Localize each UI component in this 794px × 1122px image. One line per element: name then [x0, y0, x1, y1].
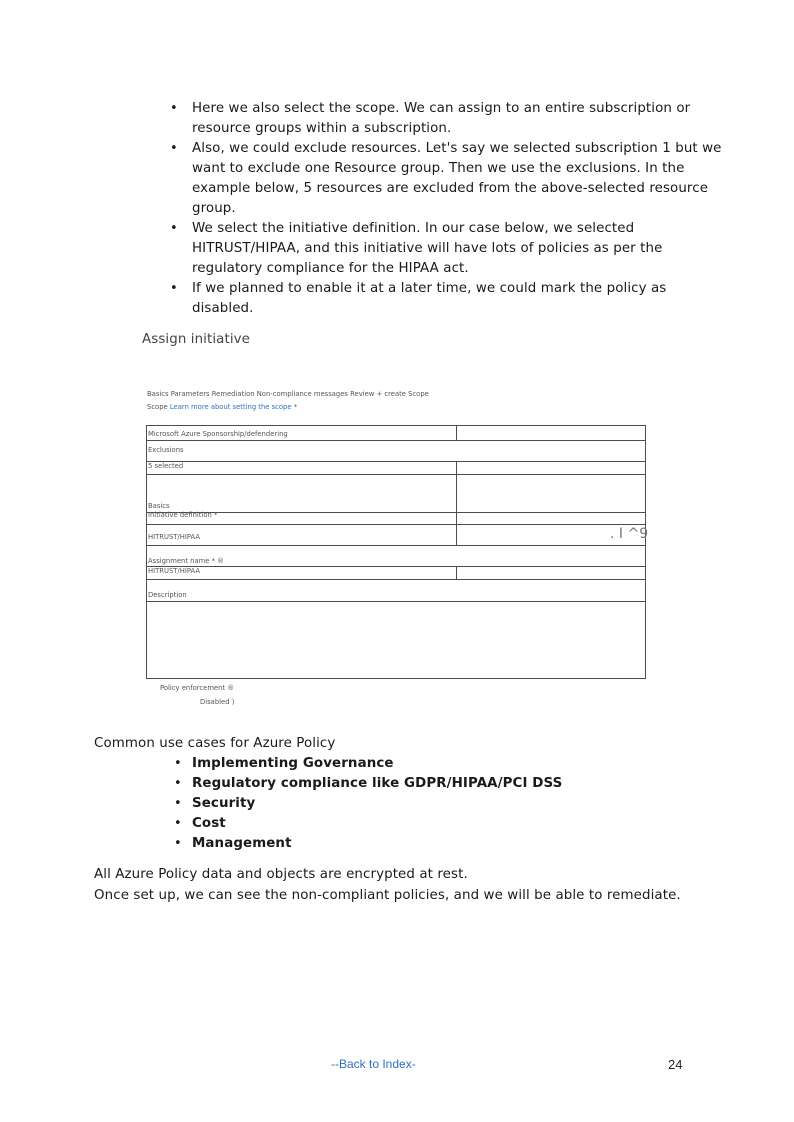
scope-label-text: Scope	[147, 403, 168, 411]
grid-line	[146, 512, 646, 513]
bullet-line: regulatory compliance for the HIPAA act.	[192, 261, 469, 276]
bullet-dot: •	[170, 141, 178, 156]
use-cases-heading: Common use cases for Azure Policy	[94, 736, 336, 751]
use-case-item: Management	[192, 836, 292, 851]
grid-line	[146, 566, 646, 567]
page-number: 24	[668, 1057, 683, 1072]
grid-line	[146, 545, 646, 546]
grid-line	[146, 601, 646, 602]
grid-line	[146, 425, 147, 678]
bullet-line: Here we also select the scope. We can assign to an entire subscription or	[192, 101, 691, 116]
policy-enforcement-toggle[interactable]: Disabled )	[200, 698, 235, 706]
bullet-dot: •	[170, 281, 178, 296]
bullet-line: Also, we could exclude resources. Let's say we selected subscription 1 but we	[192, 141, 722, 156]
bullet-line: resource groups within a subscription.	[192, 121, 452, 136]
bullet-dot: •	[174, 776, 182, 791]
bullet-line: group.	[192, 201, 236, 216]
closing-line: All Azure Policy data and objects are encrypted at rest.	[94, 867, 468, 882]
use-case-item: Regulatory compliance like GDPR/HIPAA/PCI DSS	[192, 776, 563, 791]
bullet-line: disabled.	[192, 301, 254, 316]
initiative-definition-label: Initiative definition *	[148, 511, 218, 519]
assignment-name-value[interactable]: HITRUST/HIPAA	[148, 567, 200, 575]
grid-line	[146, 425, 646, 426]
scope-label	[147, 403, 297, 412]
initiative-definition-value[interactable]: HITRUST/HIPAA	[148, 533, 200, 541]
grid-line	[456, 425, 457, 440]
bullet-dot: •	[170, 221, 178, 236]
initiative-picker-icon[interactable]: . I ^9	[610, 526, 649, 542]
subscription-value[interactable]: Microsoft Azure Sponsorship/defendering	[148, 430, 288, 438]
figure-caption: Assign initiative	[142, 332, 251, 347]
description-label: Description	[148, 591, 187, 599]
bullet-dot: •	[174, 836, 182, 851]
bullet-line: example below, 5 resources are excluded from the above-selected resource	[192, 181, 709, 196]
grid-line	[146, 524, 646, 525]
bullet-dot: •	[174, 756, 182, 771]
grid-line	[146, 678, 646, 679]
exclusions-label: Exclusions	[148, 446, 184, 454]
grid-line	[456, 524, 457, 545]
back-to-index-link[interactable]: --Back to Index-	[331, 1057, 416, 1071]
policy-enforcement-label: Policy enforcement ®	[160, 684, 235, 692]
scope-learn-more-link[interactable]: Learn more about setting the scope	[169, 403, 292, 411]
grid-line	[456, 474, 457, 512]
bullet-line: We select the initiative definition. In our case below, we selected	[192, 221, 635, 236]
bullet-dot: •	[170, 101, 178, 116]
closing-line: Once set up, we can see the non-compliant policies, and we will be able to remediate.	[94, 888, 681, 903]
bullet-dot: •	[174, 796, 182, 811]
grid-line	[456, 512, 457, 524]
use-case-item: Cost	[192, 816, 226, 831]
basics-label: Basics	[148, 502, 170, 510]
grid-line	[456, 461, 457, 474]
bullet-line: HITRUST/HIPAA, and this initiative will have lots of policies as per the	[192, 241, 663, 256]
grid-line	[146, 440, 646, 441]
bullet-dot: •	[174, 816, 182, 831]
scope-required-asterisk: *	[293, 403, 298, 411]
grid-line	[645, 425, 646, 678]
exclusions-value[interactable]: 5 selected	[148, 462, 184, 470]
grid-line	[146, 579, 646, 580]
assignment-name-label: Assignment name * ®	[148, 557, 224, 565]
assign-initiative-screenshot	[140, 384, 660, 714]
use-case-item: Security	[192, 796, 256, 811]
bullet-line: want to exclude one Resource group. Then we use the exclusions. In the	[192, 161, 685, 176]
wizard-tabs: Basics Parameters Remediation Non-compliance messages Review + create Scope	[147, 390, 429, 398]
description-textarea[interactable]	[148, 603, 644, 677]
bullet-line: If we planned to enable it at a later time, we could mark the policy as	[192, 281, 667, 296]
grid-line	[456, 566, 457, 579]
grid-line	[146, 461, 646, 462]
use-case-item: Implementing Governance	[192, 756, 394, 771]
grid-line	[146, 474, 646, 475]
